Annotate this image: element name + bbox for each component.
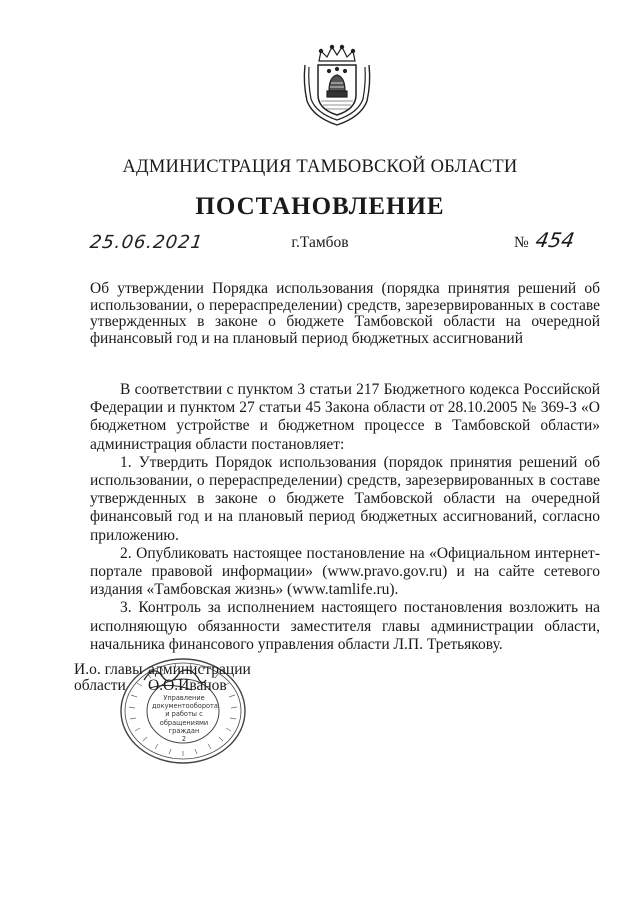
- signatory-position-line1: И.о. главы: [74, 661, 143, 678]
- preamble-paragraph: В соответствии с пунктом 3 статьи 217 Бюджетного кодекса Российской Федерации и пунктом 27 статьи 45 Закона области от 28.10.2005 № 369-З «О бюджетном устройстве и бюджетном процессе в Тамбовской области» администрация области постановляет:: [90, 381, 600, 453]
- document-date: 25.06.2021: [88, 232, 205, 253]
- coat-of-arms-icon: [299, 43, 375, 127]
- organization-name: АДМИНИСТРАЦИЯ ТАМБОВСКОЙ ОБЛАСТИ: [122, 157, 518, 177]
- signatory-name: О.О.Иванов: [148, 677, 227, 694]
- document-city: г.Тамбов: [291, 234, 349, 251]
- signatory-position-right: администрации: [148, 661, 251, 678]
- document-number-label: №: [514, 234, 529, 251]
- stamp-number: 2: [181, 735, 187, 744]
- signatory-position-line2: области: [74, 677, 126, 694]
- signatory-position: [74, 662, 143, 694]
- handwritten-signature: [140, 658, 210, 698]
- document-subject: Об утверждении Порядка использования (порядка принятия решений об использовании, о перераспределении) средств, зарезервированных в составе утвержденных в законе о бюджете Тамбовской области на очередной финансовый год и на плановый период бюджетных ассигнований: [90, 280, 600, 347]
- stamp-text: Управление документооборота и работы с обращениями граждан: [152, 694, 218, 735]
- stamp-center-text: [152, 694, 216, 743]
- clause-paragraph-3: 3. Контроль за исполнением настоящего постановления возложить на исполняющую обязанности заместителя главы администрации области, начальника финансового управления области Л.П. Третьякову.: [90, 599, 600, 653]
- document-type-title: ПОСТАНОВЛЕНИЕ: [195, 193, 445, 220]
- clause-paragraph-1: 1. Утвердить Порядок использования (порядок принятия решений об использовании, о перераспределении) средств, зарезервированных в составе утвержденных в законе о бюджете Тамбовской области на очередной финансовый год и на плановый период бюджетных ассигнований, согласно приложению.: [90, 453, 600, 544]
- document-number: 454: [533, 228, 577, 252]
- document-body: [90, 381, 600, 654]
- clause-paragraph-2: 2. Опубликовать настоящее постановление на «Официальном интернет-портале правовой информации» (www.pravo.gov.ru) и на сайте сетевого издания «Тамбовская жизнь» (www.tamlife.ru).: [90, 544, 600, 599]
